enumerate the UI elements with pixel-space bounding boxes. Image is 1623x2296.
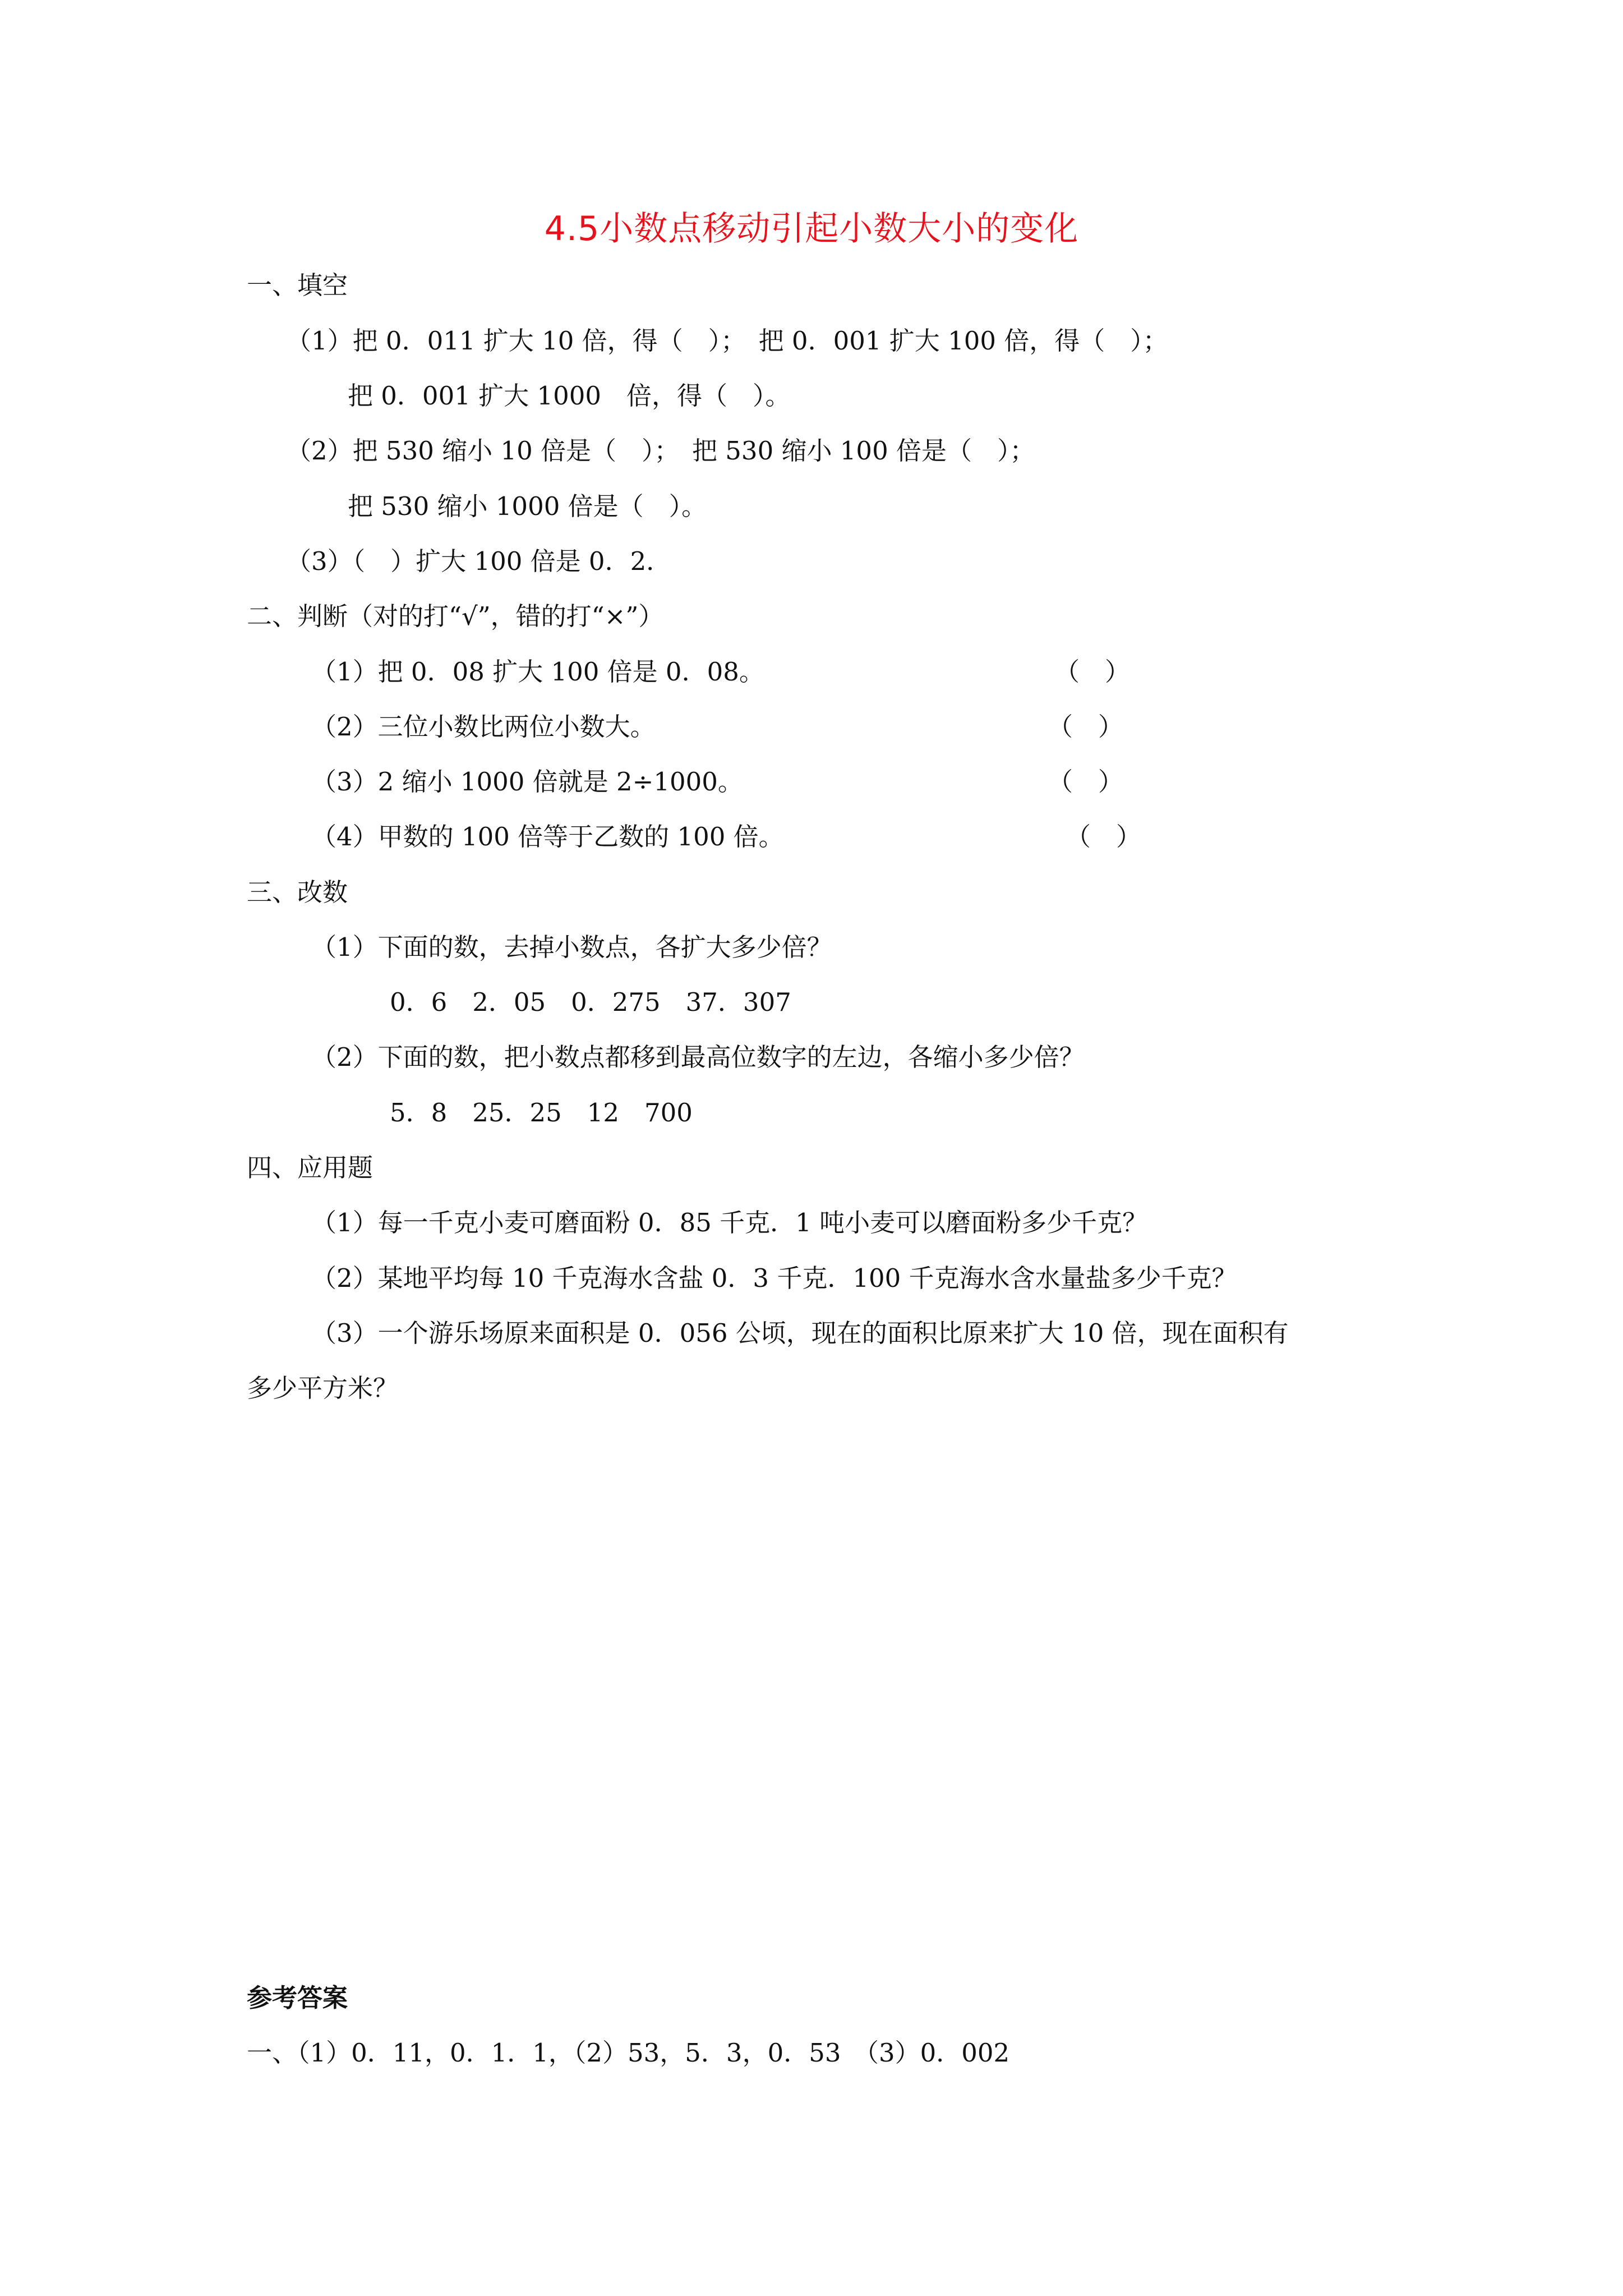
question-text: 多少平方米？ [247, 1373, 399, 1403]
question-text: （2）把 530 缩小 10 倍是（ ）； 把 530 缩小 100 倍是（ ）； [286, 436, 1035, 466]
question-text: （1）下面的数，去掉小数点，各扩大多少倍？ [311, 932, 832, 962]
answer-parentheses: （ ） [1048, 712, 1124, 742]
answer-parentheses: （ ） [1054, 657, 1131, 687]
answers-heading: 参考答案 [247, 1983, 348, 2013]
question-text: （3）（ ）扩大 100 倍是 0．2． [286, 546, 672, 576]
question-text: 把 0．001 扩大 1000 倍，得（ ）。 [348, 381, 791, 411]
number-list: 0．6 2．05 0．275 37．307 [390, 987, 791, 1017]
judge-item-text: （2）三位小数比两位小数大。 [311, 712, 656, 742]
question-text: （2）下面的数，把小数点都移到最高位数字的左边，各缩小多少倍？ [311, 1042, 1085, 1072]
question-text: （1）每一千克小麦可磨面粉 0．85 千克．1 吨小麦可以磨面粉多少千克？ [311, 1208, 1148, 1237]
number-list: 5．8 25．25 12 700 [390, 1098, 693, 1128]
section-heading-rewrite: 三、改数 [247, 877, 348, 907]
section-heading-word-problems: 四、应用题 [247, 1153, 374, 1182]
judge-item-text: （4）甲数的 100 倍等于乙数的 100 倍。 [311, 822, 784, 852]
question-text: （3）一个游乐场原来面积是 0．056 公顷，现在的面积比原来扩大 10 倍，现在面积有 [311, 1318, 1289, 1348]
question-text: 把 530 缩小 1000 倍是（ ）。 [348, 491, 707, 521]
answers-line: 一、（1）0．11，0．1．1，（2）53，5．3，0．53 （3）0．002 [247, 2038, 1010, 2068]
section-heading-judge: 二、判断（对的打“√”，错的打“×”） [247, 601, 664, 631]
judge-item-text: （1）把 0．08 扩大 100 倍是 0．08。 [311, 657, 764, 687]
question-text: （1）把 0．011 扩大 10 倍，得（ ）； 把 0．001 扩大 100 倍，得（ ）； [286, 326, 1168, 356]
judge-item-text: （3）2 缩小 1000 倍就是 2÷1000。 [311, 767, 743, 797]
answer-parentheses: （ ） [1066, 822, 1142, 852]
question-text: （2）某地平均每 10 千克海水含盐 0．3 千克．100 千克海水含水量盐多少千克？ [311, 1263, 1237, 1293]
section-heading-fill-in: 一、填空 [247, 270, 348, 300]
answer-parentheses: （ ） [1048, 767, 1124, 797]
page-title: 4.5小数点移动引起小数大小的变化 [544, 209, 1079, 249]
